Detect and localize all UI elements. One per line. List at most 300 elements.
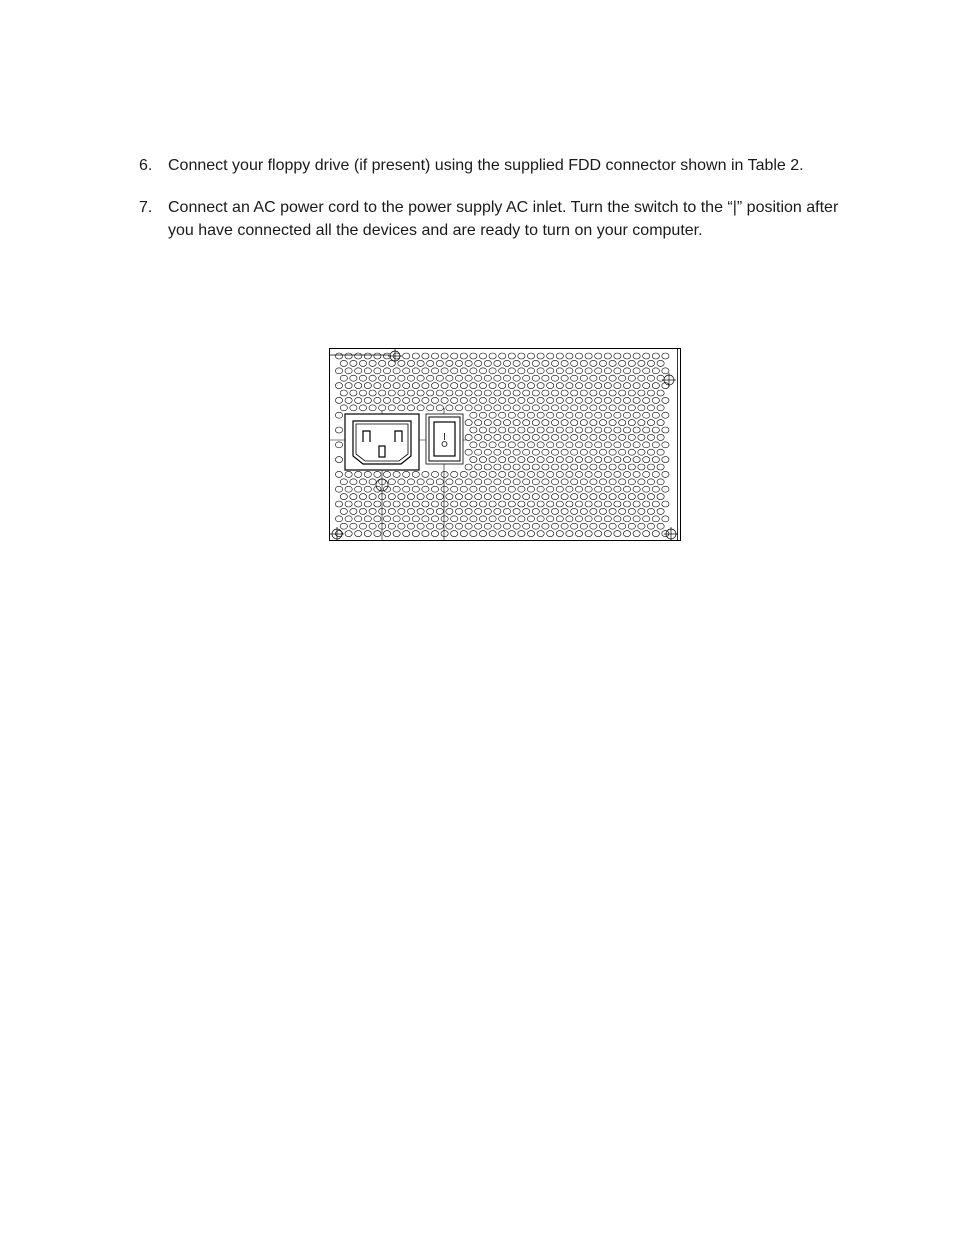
vent-hole (412, 397, 419, 403)
vent-hole (580, 405, 587, 411)
vent-hole (609, 390, 616, 396)
vent-hole (628, 390, 635, 396)
vent-hole (499, 501, 506, 507)
vent-hole (475, 375, 482, 381)
step-text: Connect your floppy drive (if present) using the supplied FDD connector shown in Table 2. (168, 157, 804, 174)
vent-hole (652, 531, 659, 537)
vent-hole (628, 508, 635, 514)
vent-hole (407, 360, 414, 366)
vent-hole (571, 494, 578, 500)
vent-hole (350, 494, 357, 500)
vent-hole (484, 508, 491, 514)
vent-hole (575, 427, 582, 433)
vent-hole (441, 531, 448, 537)
vent-hole (571, 434, 578, 440)
vent-hole (604, 412, 611, 418)
vent-hole (652, 427, 659, 433)
vent-hole (446, 375, 453, 381)
vent-hole (484, 464, 491, 470)
vent-hole (503, 434, 510, 440)
vent-hole (403, 383, 410, 389)
vent-hole (451, 486, 458, 492)
vent-hole (369, 390, 376, 396)
vent-hole (364, 397, 371, 403)
power-supply-rear-panel-drawing-icon (329, 348, 682, 541)
vent-hole (532, 494, 539, 500)
vent-hole (455, 479, 462, 485)
vent-hole (532, 375, 539, 381)
vent-hole (364, 501, 371, 507)
vent-hole (398, 494, 405, 500)
vent-hole (619, 405, 626, 411)
vent-hole (388, 479, 395, 485)
vent-hole (595, 471, 602, 477)
vent-hole (609, 375, 616, 381)
instruction-list (139, 152, 839, 242)
vent-hole (537, 353, 544, 359)
vent-hole (623, 397, 630, 403)
vent-hole (556, 501, 563, 507)
vent-hole (609, 405, 616, 411)
vent-hole (508, 383, 515, 389)
vent-hole (508, 486, 515, 492)
vent-hole (628, 494, 635, 500)
vent-hole (465, 360, 472, 366)
vent-hole (609, 420, 616, 426)
vent-hole (417, 390, 424, 396)
vent-hole (609, 523, 616, 529)
vent-hole (532, 405, 539, 411)
vent-hole (499, 368, 506, 374)
vent-hole (623, 516, 630, 522)
vent-hole (556, 457, 563, 463)
vent-hole (609, 494, 616, 500)
vent-hole (369, 523, 376, 529)
vent-hole (431, 516, 438, 522)
vent-hole (460, 368, 467, 374)
vent-hole (494, 449, 501, 455)
vent-hole (580, 449, 587, 455)
vent-hole (451, 368, 458, 374)
vent-hole (359, 375, 366, 381)
vent-hole (489, 516, 496, 522)
vent-hole (460, 397, 467, 403)
vent-hole (599, 390, 606, 396)
vent-hole (623, 531, 630, 537)
vent-hole (412, 516, 419, 522)
vent-hole (422, 471, 429, 477)
vent-hole (609, 360, 616, 366)
vent-hole (561, 464, 568, 470)
vent-hole (345, 501, 352, 507)
vent-hole (503, 360, 510, 366)
vent-hole (513, 523, 520, 529)
vent-hole (436, 523, 443, 529)
vent-hole (619, 523, 626, 529)
vent-hole (436, 494, 443, 500)
vent-hole (513, 360, 520, 366)
vent-hole (335, 471, 342, 477)
vent-hole (475, 434, 482, 440)
vent-hole (614, 516, 621, 522)
vent-hole (513, 434, 520, 440)
vent-hole (662, 531, 669, 537)
vent-hole (647, 494, 654, 500)
vent-hole (489, 531, 496, 537)
vent-hole (657, 420, 664, 426)
vent-hole (633, 531, 640, 537)
vent-hole (460, 353, 467, 359)
vent-hole (547, 516, 554, 522)
vent-hole (513, 375, 520, 381)
vent-hole (393, 383, 400, 389)
vent-hole (340, 360, 347, 366)
vent-hole (662, 368, 669, 374)
vent-hole (479, 531, 486, 537)
vent-hole (623, 412, 630, 418)
vent-hole (542, 405, 549, 411)
vent-hole (350, 479, 357, 485)
vent-hole (532, 420, 539, 426)
vent-hole (393, 471, 400, 477)
vent-hole (393, 516, 400, 522)
vent-hole (503, 479, 510, 485)
vent-hole (561, 390, 568, 396)
vent-hole (489, 457, 496, 463)
vent-hole (571, 420, 578, 426)
vent-hole (475, 464, 482, 470)
vent-hole (475, 449, 482, 455)
vent-hole (374, 368, 381, 374)
vent-hole (359, 360, 366, 366)
vent-hole (561, 494, 568, 500)
vent-hole (523, 479, 530, 485)
vent-hole (652, 368, 659, 374)
vent-hole (412, 486, 419, 492)
vent-hole (571, 464, 578, 470)
vent-hole (556, 368, 563, 374)
vent-hole (355, 531, 362, 537)
vent-hole (499, 471, 506, 477)
vent-hole (657, 494, 664, 500)
vent-hole (575, 442, 582, 448)
vent-hole (566, 427, 573, 433)
vent-hole (575, 471, 582, 477)
vent-hole (532, 360, 539, 366)
vent-hole (364, 531, 371, 537)
vent-hole (599, 523, 606, 529)
vent-hole (633, 368, 640, 374)
vent-hole (513, 479, 520, 485)
vent-hole (436, 360, 443, 366)
vent-hole (393, 397, 400, 403)
vent-hole (489, 412, 496, 418)
vent-hole (470, 397, 477, 403)
vent-hole (662, 353, 669, 359)
vent-hole (523, 508, 530, 514)
vent-hole (619, 360, 626, 366)
vent-hole (446, 523, 453, 529)
vent-hole (590, 494, 597, 500)
vent-hole (417, 360, 424, 366)
vent-hole (369, 375, 376, 381)
vent-hole (623, 427, 630, 433)
vent-hole (566, 442, 573, 448)
vent-hole (561, 420, 568, 426)
vent-hole (590, 523, 597, 529)
vent-hole (638, 464, 645, 470)
vent-hole (383, 486, 390, 492)
vent-hole (537, 442, 544, 448)
vent-hole (431, 368, 438, 374)
vent-hole (470, 516, 477, 522)
vent-hole (518, 383, 525, 389)
vent-hole (575, 486, 582, 492)
vent-hole (609, 479, 616, 485)
vent-hole (647, 523, 654, 529)
vent-hole (585, 442, 592, 448)
vent-hole (527, 457, 534, 463)
vent-hole (451, 353, 458, 359)
vent-hole (643, 368, 650, 374)
vent-hole (532, 390, 539, 396)
vent-hole (355, 368, 362, 374)
vent-hole (633, 397, 640, 403)
vent-hole (580, 479, 587, 485)
vent-hole (364, 368, 371, 374)
vent-hole (479, 486, 486, 492)
vent-hole (571, 449, 578, 455)
vent-hole (427, 494, 434, 500)
vent-hole (503, 420, 510, 426)
vent-hole (623, 471, 630, 477)
vent-hole (383, 531, 390, 537)
vent-hole (595, 412, 602, 418)
vent-hole (503, 523, 510, 529)
vent-hole (335, 457, 342, 463)
vent-hole (407, 494, 414, 500)
vent-hole (527, 412, 534, 418)
vent-hole (513, 508, 520, 514)
vent-hole (556, 397, 563, 403)
vent-hole (475, 523, 482, 529)
vent-hole (662, 427, 669, 433)
vent-hole (388, 508, 395, 514)
vent-hole (403, 353, 410, 359)
vent-hole (407, 508, 414, 514)
vent-hole (499, 442, 506, 448)
vent-hole (335, 442, 342, 448)
vent-hole (436, 405, 443, 411)
vent-hole (508, 471, 515, 477)
vent-hole (427, 360, 434, 366)
vent-hole (446, 405, 453, 411)
vent-hole (527, 501, 534, 507)
vent-hole (518, 501, 525, 507)
vent-hole (628, 464, 635, 470)
vent-hole (345, 471, 352, 477)
vent-hole (403, 486, 410, 492)
vent-hole (633, 501, 640, 507)
power-switch (426, 414, 463, 464)
vent-hole (604, 368, 611, 374)
vent-hole (364, 353, 371, 359)
vent-hole (614, 486, 621, 492)
vent-hole (647, 420, 654, 426)
vent-hole (484, 523, 491, 529)
vent-hole (628, 434, 635, 440)
vent-hole (369, 360, 376, 366)
list-item (139, 152, 839, 179)
vent-hole (551, 479, 558, 485)
vent-hole (523, 523, 530, 529)
vent-hole (643, 397, 650, 403)
vent-hole (595, 442, 602, 448)
vent-hole (470, 368, 477, 374)
vent-hole (643, 383, 650, 389)
vent-hole (446, 508, 453, 514)
vent-hole (547, 457, 554, 463)
vent-hole (652, 486, 659, 492)
vent-hole (451, 501, 458, 507)
vent-hole (345, 383, 352, 389)
ac-inlet (345, 414, 419, 470)
vent-hole (383, 383, 390, 389)
vent-hole (441, 471, 448, 477)
vent-hole (412, 471, 419, 477)
vent-hole (647, 464, 654, 470)
vent-hole (614, 531, 621, 537)
vent-hole (561, 434, 568, 440)
vent-hole (623, 457, 630, 463)
vent-hole (484, 479, 491, 485)
vent-hole (566, 383, 573, 389)
vent-hole (595, 531, 602, 537)
vent-hole (475, 405, 482, 411)
vent-hole (595, 383, 602, 389)
vent-hole (513, 449, 520, 455)
vent-hole (503, 464, 510, 470)
vent-hole (547, 531, 554, 537)
vent-hole (489, 501, 496, 507)
vent-hole (547, 501, 554, 507)
vent-hole (542, 360, 549, 366)
vent-hole (484, 494, 491, 500)
vent-hole (475, 360, 482, 366)
vent-hole (340, 390, 347, 396)
vent-hole (388, 405, 395, 411)
vent-hole (518, 397, 525, 403)
screw-marker-bottom-right (664, 527, 678, 541)
vent-hole (638, 494, 645, 500)
vent-hole (484, 434, 491, 440)
vent-hole (407, 375, 414, 381)
vent-hole (508, 368, 515, 374)
vent-hole (537, 471, 544, 477)
vent-hole (403, 531, 410, 537)
vent-hole (662, 412, 669, 418)
vent-hole (479, 471, 486, 477)
vent-hole (599, 360, 606, 366)
vent-hole (604, 442, 611, 448)
vent-hole (460, 383, 467, 389)
vent-hole (643, 471, 650, 477)
vent-hole (523, 360, 530, 366)
vent-hole (638, 360, 645, 366)
vent-hole (638, 508, 645, 514)
vent-hole (643, 353, 650, 359)
vent-hole (599, 449, 606, 455)
vent-hole (335, 353, 342, 359)
vent-hole (451, 516, 458, 522)
vent-hole (335, 486, 342, 492)
vent-hole (335, 412, 342, 418)
vent-hole (523, 494, 530, 500)
vent-hole (484, 449, 491, 455)
vent-hole (657, 434, 664, 440)
vent-hole (657, 449, 664, 455)
vent-hole (508, 427, 515, 433)
vent-hole (575, 501, 582, 507)
vent-hole (499, 397, 506, 403)
vent-hole (585, 412, 592, 418)
vent-hole (446, 390, 453, 396)
vent-hole (585, 397, 592, 403)
vent-hole (451, 531, 458, 537)
vent-hole (417, 479, 424, 485)
vent-hole (575, 412, 582, 418)
vent-hole (662, 442, 669, 448)
vent-hole (647, 405, 654, 411)
vent-hole (431, 531, 438, 537)
vent-hole (643, 442, 650, 448)
vent-hole (508, 501, 515, 507)
vent-hole (403, 471, 410, 477)
vent-hole (436, 479, 443, 485)
vent-hole (374, 531, 381, 537)
vent-hole (475, 494, 482, 500)
vent-hole (638, 434, 645, 440)
vent-hole (479, 457, 486, 463)
vent-hole (599, 479, 606, 485)
vent-hole (470, 412, 477, 418)
vent-hole (441, 383, 448, 389)
vent-hole (575, 397, 582, 403)
vent-hole (662, 397, 669, 403)
vent-hole (412, 353, 419, 359)
vent-hole (662, 457, 669, 463)
vent-hole (547, 471, 554, 477)
vent-hole (398, 405, 405, 411)
vent-hole (566, 501, 573, 507)
vent-hole (345, 397, 352, 403)
vent-hole (475, 479, 482, 485)
vent-hole (580, 360, 587, 366)
vent-hole (623, 501, 630, 507)
vent-hole (556, 353, 563, 359)
vent-hole (647, 390, 654, 396)
vent-hole (614, 442, 621, 448)
vent-hole (499, 531, 506, 537)
vent-hole (503, 405, 510, 411)
vent-hole (537, 486, 544, 492)
vent-hole (628, 523, 635, 529)
vent-hole (455, 375, 462, 381)
vent-hole (604, 383, 611, 389)
vent-hole (643, 457, 650, 463)
vent-hole (479, 397, 486, 403)
vent-hole (345, 486, 352, 492)
